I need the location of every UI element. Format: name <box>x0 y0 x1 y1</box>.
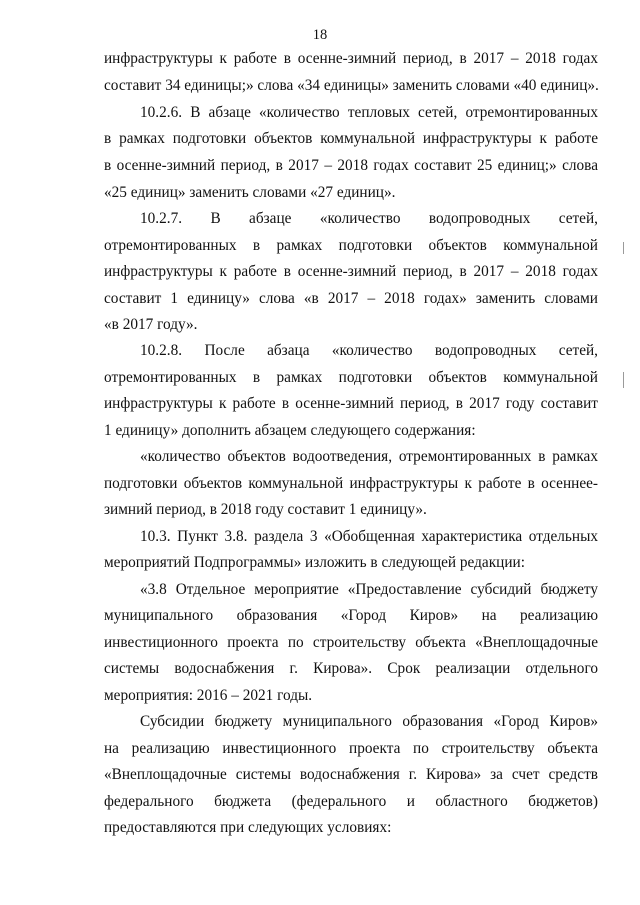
text-line: зимний период, в 2018 году составит 1 единицу». <box>104 501 427 518</box>
text-line: 10.2.8. После абзаца «количество водопроводных сетей, <box>140 342 598 359</box>
text-line: инфраструктуры к работе в осенне-зимний период, в 2017 – 2018 годах <box>104 263 598 280</box>
text-line: 10.2.6. В абзаце «количество тепловых сетей, отремонтированных <box>140 104 598 121</box>
text-line: «3.8 Отдельное мероприятие «Предоставление субсидий бюджету <box>140 581 598 598</box>
text-line: мероприятия: 2016 – 2021 годы. <box>104 687 313 704</box>
text-line: мероприятий Подпрограммы» изложить в следующей редакции: <box>104 554 525 571</box>
text-line: «в 2017 году». <box>104 316 198 333</box>
text-line: 10.3. Пункт 3.8. раздела 3 «Обобщенная характеристика отдельных <box>140 528 598 545</box>
text-line: отремонтированных в рамках подготовки объектов коммунальной <box>104 237 598 254</box>
text-line: в осенне-зимний период, в 2017 – 2018 годах составит 25 единиц;» слова <box>104 157 598 174</box>
text-line: составит 34 единицы;» слова «34 единицы» заменить словами «40 единиц». <box>104 77 599 94</box>
text-line: на реализацию инвестиционного проекта по строительству объекта <box>104 740 598 757</box>
page-number: 18 <box>312 27 328 43</box>
text-line: в рамках подготовки объектов коммунальной инфраструктуры к работе <box>104 130 598 147</box>
scan-artifact-mark <box>623 242 624 254</box>
text-line: составит 1 единицу» слова «в 2017 – 2018 годах» заменить словами <box>104 290 598 307</box>
text-line: инфраструктуры к работе в осенне-зимний период, в 2017 – 2018 годах <box>104 50 598 67</box>
text-line: «Внеплощадочные системы водоснабжения г. Кирова» за счет средств <box>104 766 598 783</box>
text-line: инвестиционного проекта по строительству объекта «Внеплощадочные <box>104 634 598 651</box>
text-line: 1 единицу» дополнить абзацем следующего содержания: <box>104 422 476 439</box>
text-line: федерального бюджета (федерального и областного бюджетов) <box>104 793 598 810</box>
text-line: системы водоснабжения г. Кирова». Срок реализации отдельного <box>104 660 598 677</box>
text-line: «25 единиц» заменить словами «27 единиц». <box>104 184 396 201</box>
text-line: подготовки объектов коммунальной инфраструктуры к работе в осеннее- <box>104 475 598 492</box>
text-line: Субсидии бюджету муниципального образования «Город Киров» <box>140 713 598 730</box>
text-line: инфраструктуры к работе в осенне-зимний период, в 2017 году составит <box>104 395 598 412</box>
text-line: отремонтированных в рамках подготовки объектов коммунальной <box>104 369 598 386</box>
text-line: «количество объектов водоотведения, отремонтированных в рамках <box>140 448 598 465</box>
text-line: предоставляются при следующих условиях: <box>104 819 392 836</box>
scan-artifact-mark <box>623 372 624 388</box>
text-line: муниципального образования «Город Киров» на реализацию <box>104 607 598 624</box>
text-line: 10.2.7. В абзаце «количество водопроводных сетей, <box>140 210 598 227</box>
